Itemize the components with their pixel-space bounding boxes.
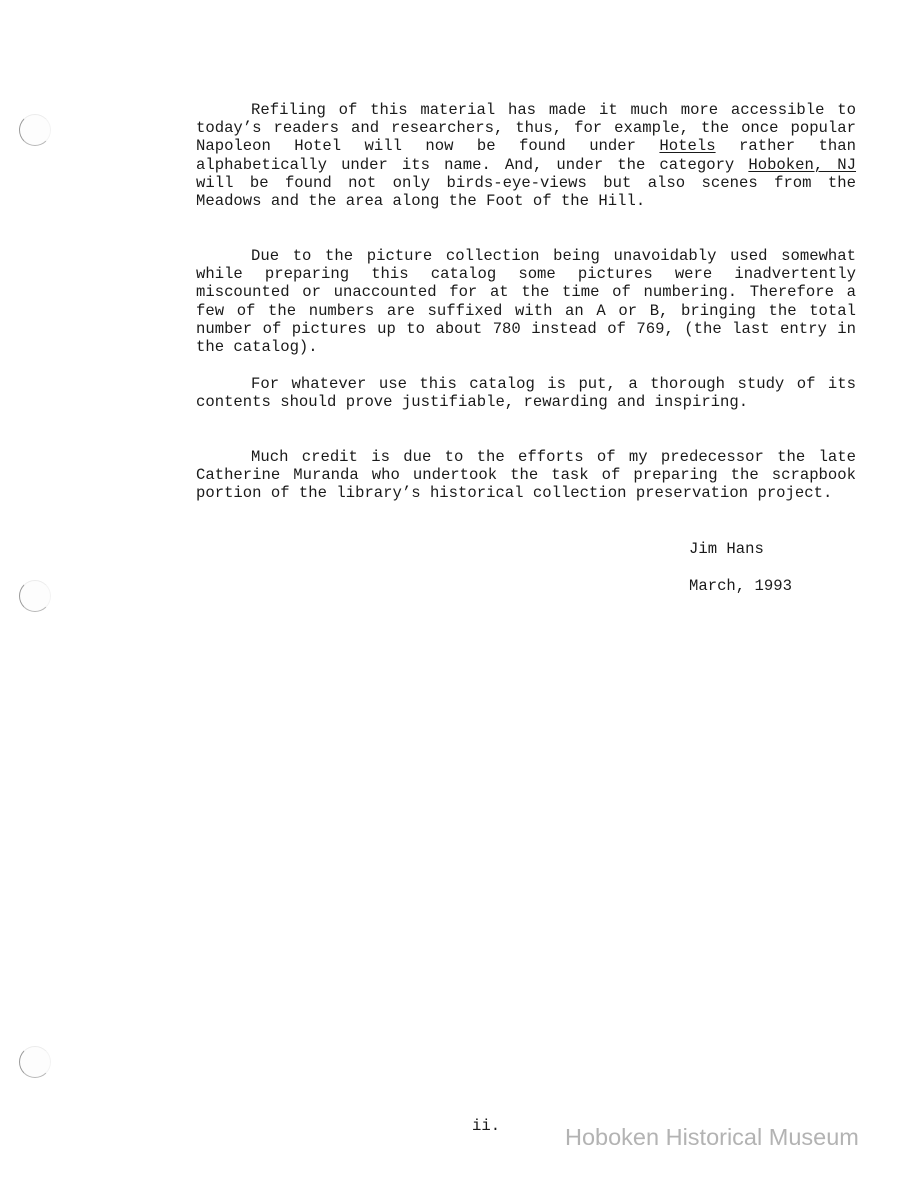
paragraph-1-text-a: Refiling of this material has made it much more accessible to today’s readers and researchers, thus, for example, the once popular Napoleon Hotel will now be found under <box>196 101 856 156</box>
paragraph-credit: Much credit is due to the efforts of my predecessor the late Catherine Muranda who undertook the task of preparing the scrapbook portion of the library’s historical collection preservation project. <box>196 448 856 503</box>
signature-date: March, 1993 <box>689 577 792 595</box>
hoboken-category: Hoboken, NJ <box>748 155 857 174</box>
hotels-category: Hotels <box>659 137 716 156</box>
punch-hole-top <box>19 114 51 146</box>
signature-name: Jim Hans <box>689 540 764 558</box>
paragraph-1-text-b: rather than alphabetically under its name. And, under the category <box>196 137 857 174</box>
paragraph-catalog-use: For whatever use this catalog is put, a thorough study of its contents should prove justifiable, rewarding and inspiring. <box>196 375 856 412</box>
museum-watermark: Hoboken Historical Museum <box>565 1124 859 1150</box>
paragraph-refiling <box>196 101 856 210</box>
paragraph-picture-collection: Due to the picture collection being unavoidably used somewhat while preparing this catalog some pictures were inadvertently miscounted or unaccounted for at the time of numbering. Therefore a few of the numbers are suffixed with an A or B, bringing the total number of pictures up to about 780 instead of 769, (the last entry in the catalog). <box>196 247 856 357</box>
page-number: ii. <box>472 1117 501 1135</box>
punch-hole-bottom <box>19 1046 51 1078</box>
punch-hole-middle <box>19 580 51 612</box>
paragraph-1-text-c: will be found not only birds-eye-views but also scenes from the Meadows and the area along the Foot of the Hill. <box>196 173 856 211</box>
